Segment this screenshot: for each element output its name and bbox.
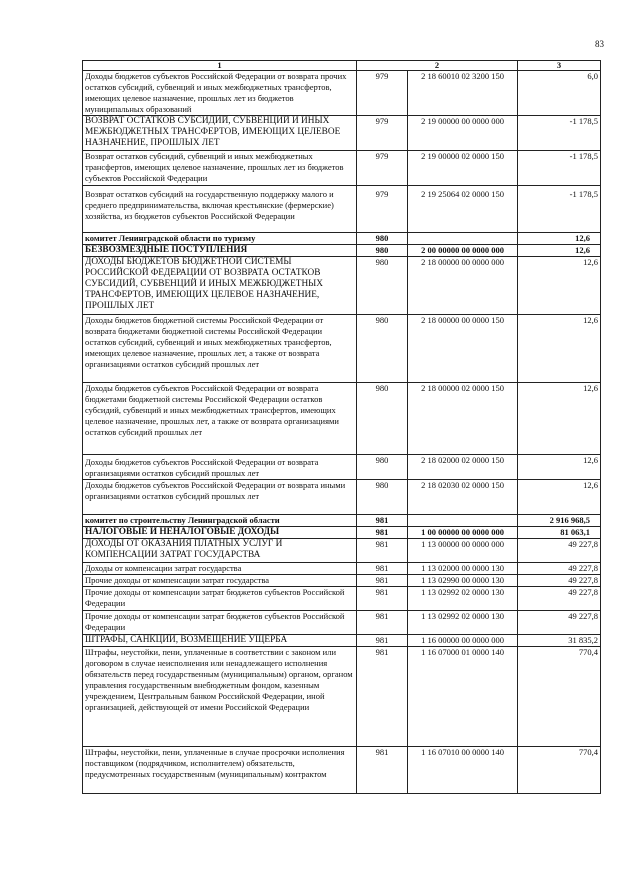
row-kbk: 1 16 07010 00 0000 140 — [408, 747, 518, 794]
row-admin-code: 980 — [357, 257, 408, 315]
row-admin-code: 979 — [357, 71, 408, 116]
row-name: ДОХОДЫ ОТ ОКАЗАНИЯ ПЛАТНЫХ УСЛУГ И КОМПЕНСАЦИИ ЗАТРАТ ГОСУДАРСТВА — [83, 539, 357, 563]
header-col-3: 3 — [518, 61, 601, 71]
row-name: Штрафы, неустойки, пени, уплаченные в соответствии с законом или договором в случае неисполнения или ненадлежащего исполнения обязательств перед государственным (муниципальным) органом, органом управления государственным внебюджетным фондом, казенным учреждением, Центральным банком Российской Федерации, иной организацией, действующей от имени Российской Федерации — [83, 647, 357, 747]
row-admin-code: 980 — [357, 480, 408, 515]
table-row — [83, 611, 601, 635]
row-amount: -1 178,5 — [518, 186, 601, 233]
row-name: БЕЗВОЗМЕЗДНЫЕ ПОСТУПЛЕНИЯ — [83, 245, 357, 257]
row-amount: 49 227,8 — [518, 539, 601, 563]
row-name: Прочие доходы от компенсации затрат государства — [83, 575, 357, 587]
row-name: ДОХОДЫ БЮДЖЕТОВ БЮДЖЕТНОЙ СИСТЕМЫ РОССИЙСКОЙ ФЕДЕРАЦИИ ОТ ВОЗВРАТА ОСТАТКОВ СУБСИДИЙ, СУБВЕНЦИЙ И ИНЫХ МЕЖБЮДЖЕТНЫХ ТРАНСФЕРТОВ, ИМЕЮЩИХ ЦЕЛЕВОЕ НАЗНАЧЕНИЕ, ПРОШЛЫХ ЛЕТ — [83, 257, 357, 315]
table-row — [83, 575, 601, 587]
row-admin-code: 981 — [357, 575, 408, 587]
table-row — [83, 116, 601, 151]
table-row — [83, 233, 601, 245]
row-admin-code: 980 — [357, 455, 408, 480]
header-col-1: 1 — [83, 61, 357, 71]
row-admin-code: 980 — [357, 245, 408, 257]
row-amount: -1 178,5 — [518, 151, 601, 186]
table-row — [83, 455, 601, 480]
row-kbk: 2 18 02030 02 0000 150 — [408, 480, 518, 515]
row-name: ВОЗВРАТ ОСТАТКОВ СУБСИДИЙ, СУБВЕНЦИЙ И ИНЫХ МЕЖБЮДЖЕТНЫХ ТРАНСФЕРТОВ, ИМЕЮЩИХ ЦЕЛЕВОЕ НАЗНАЧЕНИЕ, ПРОШЛЫХ ЛЕТ — [83, 116, 357, 151]
row-amount: 770,4 — [518, 647, 601, 747]
row-admin-code: 979 — [357, 116, 408, 151]
table-row — [83, 186, 601, 233]
row-name: Прочие доходы от компенсации затрат бюджетов субъектов Российской Федерации — [83, 611, 357, 635]
row-admin-code: 981 — [357, 647, 408, 747]
row-admin-code: 981 — [357, 587, 408, 611]
table-row — [83, 587, 601, 611]
table-row — [83, 257, 601, 315]
table-row — [83, 647, 601, 747]
row-kbk: 2 19 25064 02 0000 150 — [408, 186, 518, 233]
row-admin-code: 980 — [357, 315, 408, 383]
row-admin-code: 981 — [357, 563, 408, 575]
row-amount: 12,6 — [518, 245, 601, 257]
row-admin-code: 981 — [357, 747, 408, 794]
row-amount: 81 063,1 — [518, 527, 601, 539]
table-row — [83, 527, 601, 539]
row-name: комитет Ленинградской области по туризму — [83, 233, 357, 245]
row-kbk — [408, 515, 518, 527]
row-kbk: 1 16 00000 00 0000 000 — [408, 635, 518, 647]
row-kbk: 2 19 00000 02 0000 150 — [408, 151, 518, 186]
table-row — [83, 539, 601, 563]
row-admin-code: 979 — [357, 186, 408, 233]
row-amount: 12,6 — [518, 233, 601, 245]
table-row — [83, 383, 601, 455]
row-kbk: 1 16 07000 01 0000 140 — [408, 647, 518, 747]
table-row — [83, 71, 601, 116]
row-amount: 31 835,2 — [518, 635, 601, 647]
table-row — [83, 635, 601, 647]
row-amount: 12,6 — [518, 455, 601, 480]
row-amount: 2 916 968,5 — [518, 515, 601, 527]
row-name: НАЛОГОВЫЕ И НЕНАЛОГОВЫЕ ДОХОДЫ — [83, 527, 357, 539]
row-amount: 49 227,8 — [518, 587, 601, 611]
row-name: Доходы бюджетов бюджетной системы Российской Федерации от возврата бюджетами бюджетной системы Российской Федерации остатков субсидий, субвенций и иных межбюджетных трансфертов, имеющих целевое назначение, прошлых лет, а также от возврата организациями остатков субсидий прошлых лет — [83, 315, 357, 383]
row-amount: -1 178,5 — [518, 116, 601, 151]
row-kbk: 1 13 00000 00 0000 000 — [408, 539, 518, 563]
table-row — [83, 747, 601, 794]
row-name: Доходы бюджетов субъектов Российской Федерации от возврата иными организациями остатков субсидий прошлых лет — [83, 480, 357, 515]
table-row — [83, 563, 601, 575]
row-amount: 12,6 — [518, 257, 601, 315]
row-name: ШТРАФЫ, САНКЦИИ, ВОЗМЕЩЕНИЕ УЩЕРБА — [83, 635, 357, 647]
row-kbk: 1 13 02000 00 0000 130 — [408, 563, 518, 575]
row-kbk: 2 18 02000 02 0000 150 — [408, 455, 518, 480]
row-kbk: 2 18 60010 02 3200 150 — [408, 71, 518, 116]
row-name: Доходы от компенсации затрат государства — [83, 563, 357, 575]
row-amount: 6,0 — [518, 71, 601, 116]
row-amount: 12,6 — [518, 480, 601, 515]
page-number: 83 — [595, 39, 604, 49]
row-name: комитет по строительству Ленинградской области — [83, 515, 357, 527]
row-kbk — [408, 233, 518, 245]
row-amount: 49 227,8 — [518, 575, 601, 587]
table-row — [83, 151, 601, 186]
row-admin-code: 981 — [357, 539, 408, 563]
row-admin-code: 981 — [357, 635, 408, 647]
row-amount: 12,6 — [518, 383, 601, 455]
row-name: Прочие доходы от компенсации затрат бюджетов субъектов Российской Федерации — [83, 587, 357, 611]
row-admin-code: 979 — [357, 151, 408, 186]
revenue-table — [82, 60, 601, 794]
table-header-row — [83, 61, 601, 71]
row-kbk: 1 13 02992 02 0000 130 — [408, 587, 518, 611]
table-row — [83, 315, 601, 383]
row-amount: 49 227,8 — [518, 611, 601, 635]
row-amount: 49 227,8 — [518, 563, 601, 575]
row-name: Доходы бюджетов субъектов Российской Федерации от возврата бюджетами бюджетной системы Российской Федерации остатков субсидий, субвенций и иных межбюджетных трансфертов, имеющих целевое назначение, прошлых лет, а также от возврата организациями остатков субсидий прошлых лет — [83, 383, 357, 455]
row-admin-code: 981 — [357, 611, 408, 635]
row-name: Доходы бюджетов субъектов Российской Федерации от возврата прочих остатков субсидий, субвенций и иных межбюджетных трансфертов, имеющих целевое назначение, прошлых лет из бюджетов муниципальных образований — [83, 71, 357, 116]
row-kbk: 2 18 00000 00 0000 150 — [408, 315, 518, 383]
header-col-2: 2 — [357, 61, 518, 71]
row-kbk: 2 19 00000 00 0000 000 — [408, 116, 518, 151]
row-name: Возврат остатков субсидий, субвенций и иных межбюджетных трансфертов, имеющих целевое назначение, прошлых лет из бюджетов субъектов Российской Федерации — [83, 151, 357, 186]
row-admin-code: 981 — [357, 527, 408, 539]
row-kbk: 1 00 00000 00 0000 000 — [408, 527, 518, 539]
row-kbk: 2 00 00000 00 0000 000 — [408, 245, 518, 257]
row-admin-code: 980 — [357, 383, 408, 455]
table-row — [83, 515, 601, 527]
table-row — [83, 245, 601, 257]
row-amount: 770,4 — [518, 747, 601, 794]
row-admin-code: 980 — [357, 233, 408, 245]
row-kbk: 2 18 00000 02 0000 150 — [408, 383, 518, 455]
row-kbk: 2 18 00000 00 0000 000 — [408, 257, 518, 315]
row-name: Доходы бюджетов субъектов Российской Федерации от возврата организациями остатков субсидий прошлых лет — [83, 455, 357, 480]
row-kbk: 1 13 02990 00 0000 130 — [408, 575, 518, 587]
row-amount: 12,6 — [518, 315, 601, 383]
row-name: Штрафы, неустойки, пени, уплаченные в случае просрочки исполнения поставщиком (подрядчиком, исполнителем) обязательств, предусмотренных государственным (муниципальным) контрактом — [83, 747, 357, 794]
table-row — [83, 480, 601, 515]
row-kbk: 1 13 02992 02 0000 130 — [408, 611, 518, 635]
row-admin-code: 981 — [357, 515, 408, 527]
row-name: Возврат остатков субсидий на государственную поддержку малого и среднего предпринимательства, включая крестьянские (фермерские) хозяйства, из бюджетов субъектов Российской Федерации — [83, 186, 357, 233]
